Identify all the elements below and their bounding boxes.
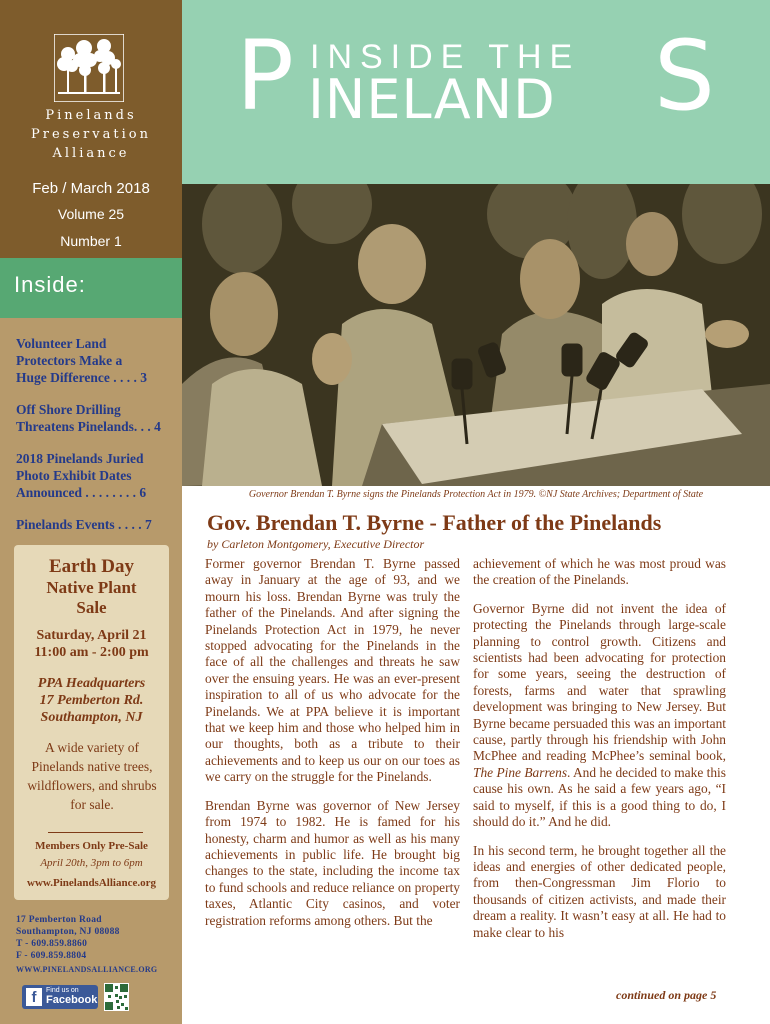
article-paragraph: In his second term, he brought together all the ideas and energies of other dedicated people, from then-Congressman Jim Florio to thousands of citizen activists, and made their dream a reality. It wasn’t easy at all. He had to make clear to his bbox=[473, 842, 726, 940]
event-location: 17 Pemberton Rd. bbox=[39, 693, 144, 708]
toc-entry[interactable] bbox=[16, 401, 172, 435]
address-city: Southampton, NJ 08088 bbox=[16, 927, 120, 937]
event-location: Southampton, NJ bbox=[40, 710, 143, 725]
toc-page-number: 4 bbox=[154, 419, 161, 434]
toc-entry-line: 2018 Pinelands Juried bbox=[16, 451, 144, 466]
facebook-icon: f bbox=[26, 988, 42, 1006]
article-text: . And he decided to make this cause his own. As he said a few years ago, “I said to myself, if this is a good thing to do, I should do it.” And he did. bbox=[473, 764, 726, 830]
sidebar bbox=[0, 0, 182, 1024]
divider bbox=[48, 832, 143, 833]
photo-caption: Governor Brendan T. Byrne signs the Pinelands Protection Act in 1979. ©NJ State Archives; Department of State bbox=[248, 489, 704, 500]
toc-entry-line: Huge Difference . . . . bbox=[16, 370, 137, 385]
org-name-line-3: Alliance bbox=[52, 146, 130, 161]
toc-entry-line: Announced . . . . . . . . bbox=[16, 485, 137, 500]
toc-page-number: 6 bbox=[139, 485, 147, 500]
toc-entry-line: Photo Exhibit Dates bbox=[16, 468, 132, 483]
phone-number: T - 609.859.8860 bbox=[16, 939, 88, 949]
toc-entry[interactable] bbox=[16, 450, 172, 501]
issue-volume: Volume 25 bbox=[57, 206, 125, 222]
article-headline: Gov. Brendan T. Byrne - Father of the Pinelands bbox=[207, 510, 662, 535]
website-link[interactable]: www.PinelandsAlliance.org bbox=[27, 877, 156, 889]
masthead-p: P bbox=[236, 20, 294, 132]
toc-entry-line: Protectors Make a bbox=[16, 353, 123, 368]
toc-entry-line: Off Shore Drilling bbox=[16, 402, 121, 417]
pine-trees-logo-icon bbox=[54, 34, 124, 102]
issue-date: Feb / March 2018 bbox=[32, 180, 150, 197]
event-title: Sale bbox=[76, 598, 107, 617]
signing-photo bbox=[182, 184, 770, 486]
article-paragraph: Former governor Brendan T. Byrne passed away in January at the age of 93, and we mourn his loss. Brendan Byrne was truly the father of the Pinelands. And after signing the Pinelands Protection Act in 1979, he never stopped advocating for the Pinelands in the face of all the challenges and threats he saw over the ensuing years. He was an ever-present inspiration to all of us who advocate for the Pinelands. We at PPA believe it is important that we keep him and those who helped him in our thoughts, both as a tribute to their achievements and to keep us our on our toes as we carry on the struggle for the Pinelands. bbox=[205, 556, 460, 785]
article-text: Governor Byrne did not invent the idea of protecting the Pinelands through large-scale planning to control growth. Citizens and scientists had been advocating for protection for some years, seeing the destruction of forests, farms and water that sprawling development was bringing to New Jersey. But Byrne became persuaded this was an important cause, partly through his friendship with John McPhee and reading McPhee’s seminal book, bbox=[473, 600, 726, 764]
event-title: Native Plant bbox=[46, 578, 137, 597]
event-description: A wide variety of Pinelands native trees, wildflowers, and shrubs for sale. bbox=[27, 740, 157, 812]
facebook-find-label: Find us on bbox=[46, 987, 79, 994]
event-time: 11:00 am - 2:00 pm bbox=[34, 645, 149, 660]
toc-entry-line: Pinelands Events . . . . bbox=[16, 517, 142, 532]
facebook-name: Facebook bbox=[46, 994, 98, 1006]
article-paragraph: achievement of which he was most proud was the creation of the Pinelands. bbox=[473, 556, 726, 588]
presale-time: April 20th, 3pm to 6pm bbox=[40, 857, 143, 869]
issue-number: Number 1 bbox=[60, 233, 122, 249]
article-paragraph bbox=[473, 601, 726, 831]
facebook-badge[interactable] bbox=[22, 985, 98, 1009]
article-byline: by Carleton Montgomery, Executive Director bbox=[207, 537, 425, 551]
toc-entry-line: Threatens Pinelands. . . bbox=[16, 419, 151, 434]
toc-entry-line: Volunteer Land bbox=[16, 336, 107, 351]
article-column-1 bbox=[205, 556, 460, 941]
web-address[interactable]: WWW.PINELANDSALLIANCE.ORG bbox=[16, 965, 158, 974]
book-title: The Pine Barrens bbox=[473, 764, 568, 780]
event-date: Saturday, April 21 bbox=[36, 628, 147, 643]
masthead-s: S bbox=[654, 20, 715, 132]
toc-page-number: 3 bbox=[140, 370, 147, 385]
continued-link[interactable]: continued on page 5 bbox=[616, 988, 717, 1002]
masthead-inside-the: INSIDE THE bbox=[310, 38, 581, 76]
fax-number: F - 609.859.8804 bbox=[16, 951, 87, 961]
toc-entry[interactable] bbox=[16, 335, 172, 386]
org-name-line-2: Preservation bbox=[31, 127, 151, 142]
event-location: PPA Headquarters bbox=[37, 676, 146, 691]
masthead-inelands: INELAND bbox=[308, 68, 556, 131]
article-column-2 bbox=[473, 556, 726, 953]
qr-code-icon[interactable] bbox=[104, 983, 129, 1011]
presale-label: Members Only Pre-Sale bbox=[35, 840, 148, 852]
event-title: Earth Day bbox=[49, 556, 134, 577]
org-name-line-1: Pinelands bbox=[45, 108, 137, 123]
article-paragraph: Brendan Byrne was governor of New Jersey from 1974 to 1982. He is famed for his honesty, charm and humor as well as his many achievements in public life. He brought big changes to the state, including the income tax to fund schools and reduce reliance on property taxes, Atlantic City casinos, and voter registration reforms among others. But the bbox=[205, 797, 460, 928]
toc-page-number: 7 bbox=[145, 517, 152, 532]
inside-heading: Inside: bbox=[14, 272, 86, 297]
toc-entry[interactable] bbox=[16, 516, 172, 533]
address-street: 17 Pemberton Road bbox=[16, 915, 102, 925]
